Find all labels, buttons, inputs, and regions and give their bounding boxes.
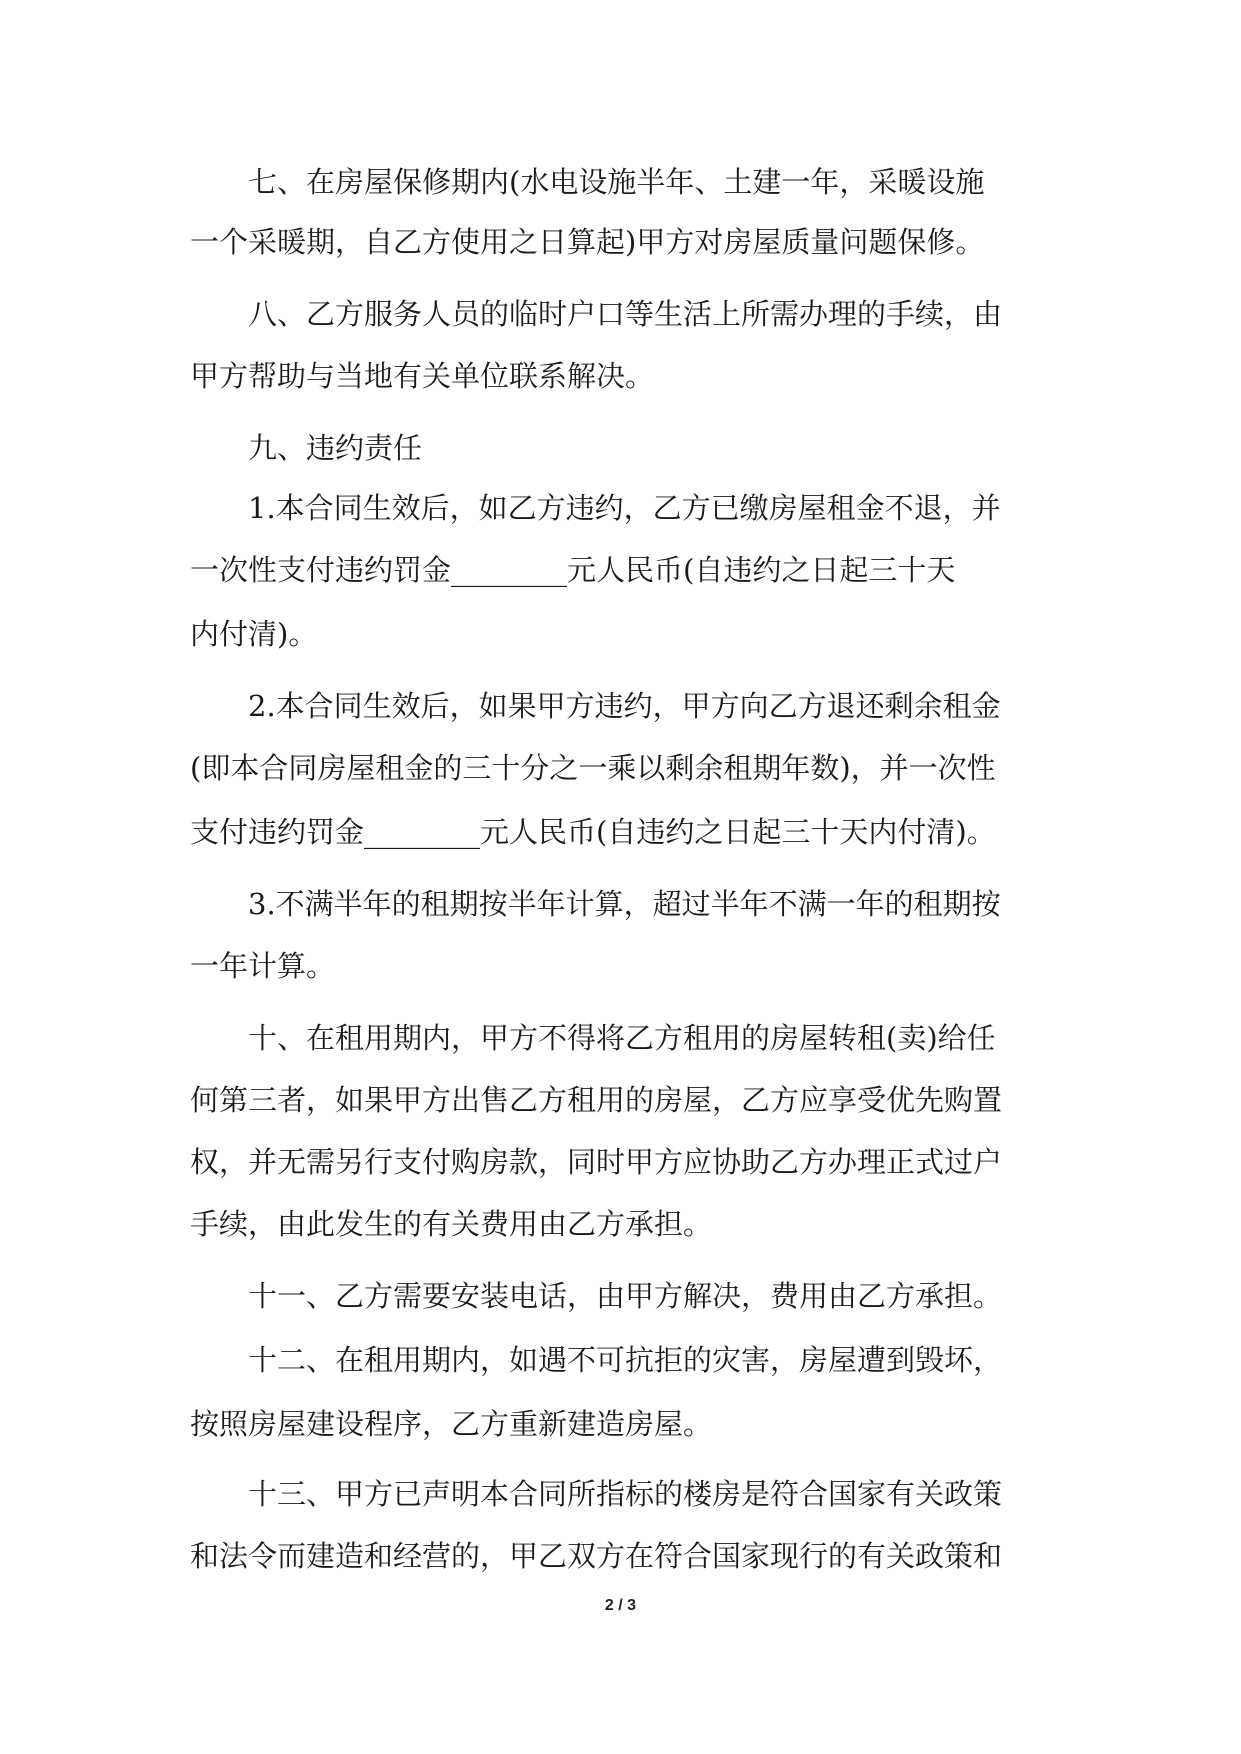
text-line: 十三、甲方已声明本合同所指标的楼房是符合国家有关政策 — [248, 1477, 1003, 1511]
text-line: 一年计算。 — [190, 949, 336, 983]
text-line: 八、乙方服务人员的临时户口等生活上所需办理的手续，由 — [248, 297, 1003, 331]
text-line: 1.本合同生效后，如乙方违约，乙方已缴房屋租金不退，并 — [248, 491, 1001, 525]
text-line: 何第三者，如果甲方出售乙方租用的房屋，乙方应享受优先购置 — [190, 1083, 1003, 1117]
text-line: 一次性支付违约罚金________元人民币(自违约之日起三十天 — [190, 553, 956, 587]
text-line: 和法令而建造和经营的，甲乙双方在符合国家现行的有关政策和 — [190, 1539, 1003, 1573]
text-line: 七、在房屋保修期内(水电设施半年、土建一年，采暖设施 — [248, 165, 985, 199]
text-line: 十一、乙方需要安装电话，由甲方解决，费用由乙方承担。 — [248, 1279, 1003, 1313]
text-line: 十、在租用期内，甲方不得将乙方租用的房屋转租(卖)给任 — [248, 1021, 996, 1055]
text-line: 甲方帮助与当地有关单位联系解决。 — [190, 359, 655, 393]
text-line: 3.不满半年的租期按半年计算，超过半年不满一年的租期按 — [248, 887, 1001, 921]
text-line: 内付清)。 — [190, 617, 318, 651]
text-line: 支付违约罚金________元人民币(自违约之日起三十天内付清)。 — [190, 815, 996, 849]
page-number: 2 / 3 — [604, 1597, 637, 1614]
text-line: 权，并无需另行支付购房款，同时甲方应协助乙方办理正式过户 — [190, 1145, 1003, 1179]
section-heading: 九、违约责任 — [248, 431, 423, 465]
text-line: 一个采暖期，自乙方使用之日算起)甲方对房屋质量问题保修。 — [190, 225, 985, 259]
text-line: (即本合同房屋租金的三十分之一乘以剩余租期年数)，并一次性 — [190, 751, 996, 785]
text-line: 2.本合同生效后，如果甲方违约，甲方向乙方退还剩余租金 — [248, 689, 1001, 723]
text-line: 十二、在租用期内，如遇不可抗拒的灾害，房屋遭到毁坏， — [248, 1343, 1003, 1377]
text-line: 按照房屋建设程序，乙方重新建造房屋。 — [190, 1407, 713, 1441]
text-line: 手续，由此发生的有关费用由乙方承担。 — [190, 1207, 713, 1241]
